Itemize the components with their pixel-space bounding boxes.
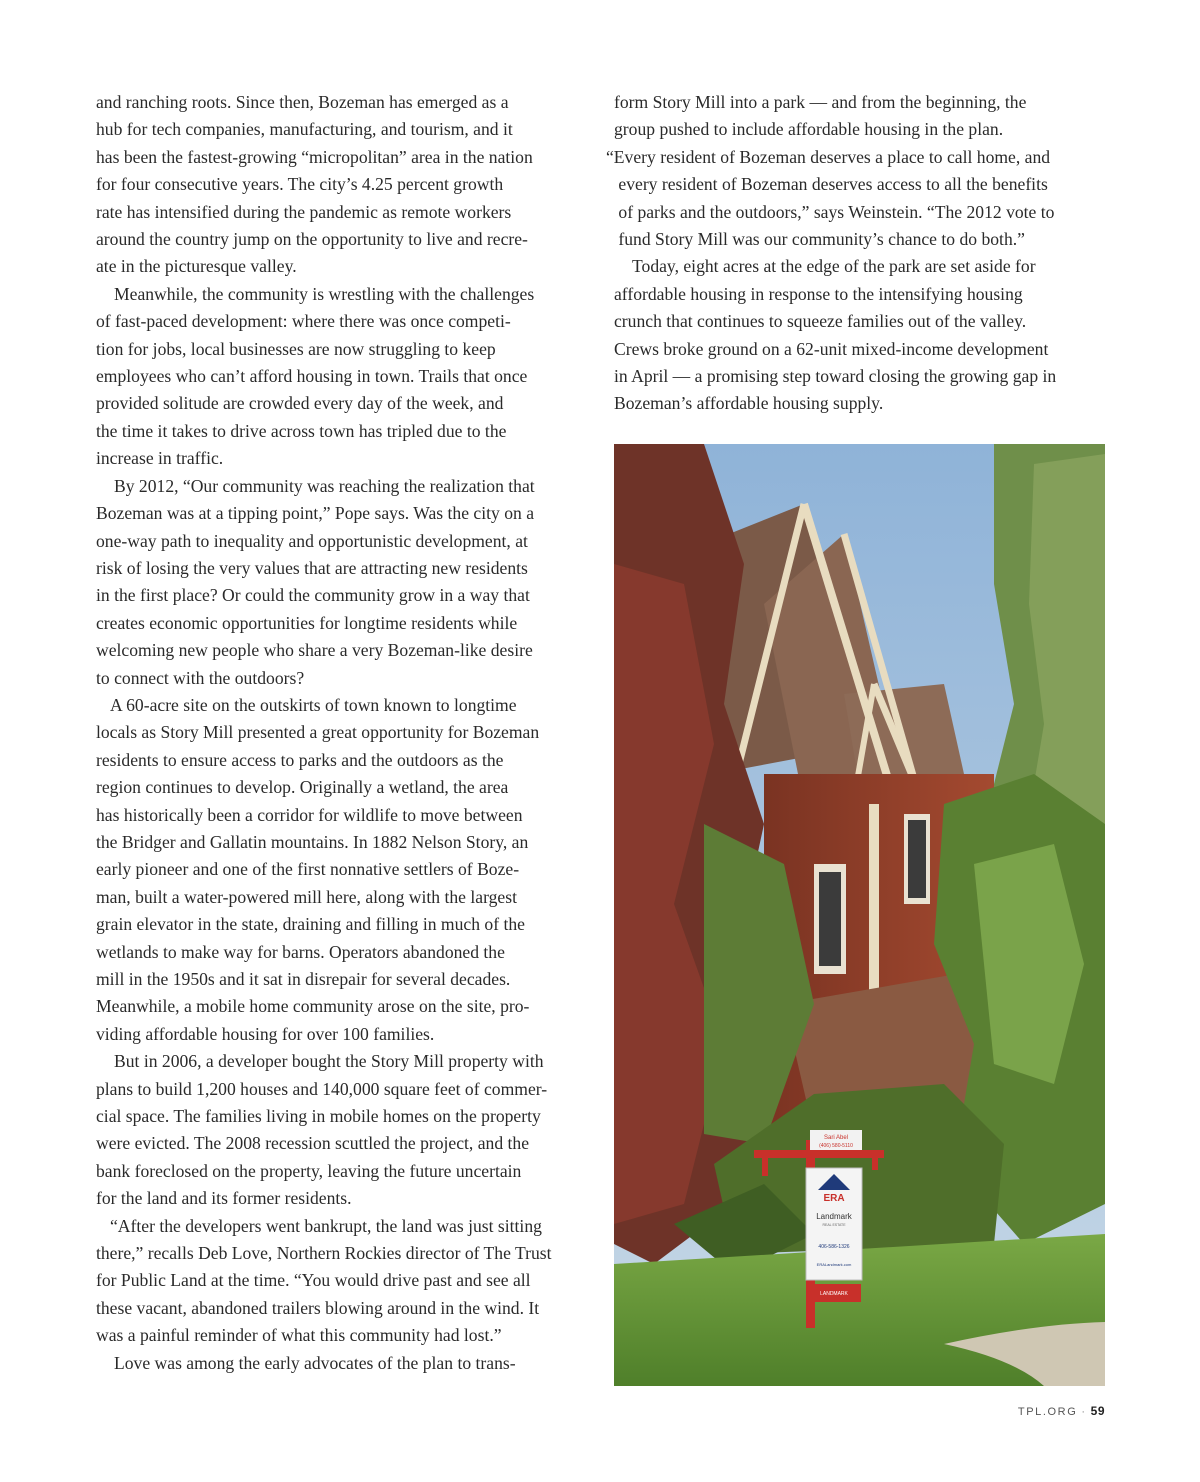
right-column [606,89,1106,418]
sign-brand-sub: Landmark [816,1212,852,1221]
text-line: there,” recalls Deb Love, Northern Rockies director of The Trust [96,1243,552,1264]
text-line: creates economic opportunities for longtime residents while [96,612,518,633]
text-line: locals as Story Mill presented a great opportunity for Bozeman [96,722,540,743]
page-number: 59 [1090,1404,1105,1418]
text-line: around the country jump on the opportunity to live and recre- [96,229,528,250]
text-line: But in 2006, a developer bought the Story Mill property with [114,1051,544,1072]
text-line: fund Story Mill was our community’s chance to do both.” [614,229,1025,250]
text-line: the time it takes to drive across town has tripled due to the [96,420,507,441]
text-line: provided solitude are crowded every day of the week, and [96,393,504,414]
paragraph [96,692,588,1048]
text-line: bank foreclosed on the property, leaving the future uncertain [96,1160,522,1181]
text-line: residents to ensure access to parks and the outdoors as the [96,749,504,770]
text-line: crunch that continues to squeeze families out of the valley. [614,311,1027,332]
text-line: risk of losing the very values that are attracting new residents [96,557,528,578]
paragraph [96,1213,588,1350]
text-line: early pioneer and one of the first nonnative settlers of Boze- [96,859,520,880]
text-line: By 2012, “Our community was reaching the realization that [114,475,535,496]
text-line: every resident of Bozeman deserves access to all the benefits [614,174,1048,195]
text-line: A 60-acre site on the outskirts of town known to longtime [110,694,517,715]
paragraph [96,1048,588,1212]
text-line: to connect with the outdoors? [96,667,305,688]
paragraph [96,1350,588,1377]
text-line: hub for tech companies, manufacturing, and tourism, and it [96,119,513,140]
text-line: Bozeman was at a tipping point,” Pope says. Was the city on a [96,503,535,524]
text-line: tion for jobs, local businesses are now struggling to keep [96,338,496,359]
text-line: welcoming new people who share a very Bozeman-like desire [96,640,533,661]
text-line: wetlands to make way for barns. Operators abandoned the [96,941,505,962]
left-column [96,89,588,1377]
text-line: in the first place? Or could the community grow in a way that [96,585,530,606]
folio-site: TPL.ORG [1017,1406,1078,1418]
text-line: and ranching roots. Since then, Bozeman has emerged as a [96,92,509,112]
text-line: were evicted. The 2008 recession scuttled the project, and the [96,1133,530,1154]
sign-rider-phone: (406) 580-5110 [819,1143,853,1149]
paragraph [606,144,1106,254]
text-line: ate in the picturesque valley. [96,256,297,277]
text-line: grain elevator in the state, draining and filling in much of the [96,914,525,935]
text-line: Crews broke ground on a 62-unit mixed-income development [614,338,1049,359]
text-line: has been the fastest-growing “micropolitan” area in the nation [96,146,533,167]
paragraph [96,281,588,473]
text-line: rate has intensified during the pandemic as remote workers [96,201,512,222]
paragraph [614,89,1106,144]
sign-website: ERALandmark.com [816,1262,852,1267]
paragraph [614,253,1106,417]
text-line: Meanwhile, the community is wrestling with the challenges [114,283,535,304]
text-line: mill in the 1950s and it sat in disrepair for several decades. [96,969,511,989]
text-line: was a painful reminder of what this community had lost.” [96,1325,502,1346]
text-line: Love was among the early advocates of the plan to trans- [114,1352,516,1373]
text-line: increase in traffic. [96,448,224,469]
house-photo [614,444,1105,1386]
sign-brand: ERA [823,1193,845,1204]
text-line: for the land and its former residents. [96,1188,352,1209]
text-line: “Every resident of Bozeman deserves a place to call home, and [606,146,1051,167]
sign-footer: LANDMARK [820,1291,848,1297]
sign-brand-tag: REAL ESTATE [822,1223,846,1227]
text-line: region continues to develop. Originally a wetland, the area [96,777,509,798]
sign-phone: 406-586-1326 [818,1244,850,1250]
text-line: employees who can’t afford housing in town. Trails that once [96,366,528,387]
text-line: Today, eight acres at the edge of the park are set aside for [632,256,1036,277]
text-line: group pushed to include affordable housing in the plan. [614,119,1004,140]
text-line: Bozeman’s affordable housing supply. [614,393,884,414]
page-folio [1018,1404,1105,1418]
paragraph [96,473,588,692]
text-line: affordable housing in response to the intensifying housing [614,283,1023,304]
text-line: has historically been a corridor for wildlife to move between [96,804,523,825]
text-line: form Story Mill into a park — and from the beginning, the [614,92,1027,112]
text-line: viding affordable housing for over 100 families. [96,1023,435,1044]
text-line: Meanwhile, a mobile home community arose on the site, pro- [96,996,530,1017]
text-line: plans to build 1,200 houses and 140,000 square feet of commer- [96,1078,548,1099]
sign-rider-name: Sari Abel [823,1135,849,1141]
text-line: the Bridger and Gallatin mountains. In 1882 Nelson Story, an [96,831,529,852]
text-line: in April — a promising step toward closing the growing gap in [614,366,1057,387]
paragraph [96,89,588,281]
folio-separator: · [1081,1406,1087,1418]
text-line: man, built a water-powered mill here, along with the largest [96,886,517,907]
text-line: for four consecutive years. The city’s 4.25 percent growth [96,174,504,195]
text-line: of fast-paced development: where there was once competi- [96,311,511,332]
text-line: one-way path to inequality and opportunistic development, at [96,530,528,551]
text-line: for Public Land at the time. “You would drive past and see all [96,1270,531,1291]
text-line: these vacant, abandoned trailers blowing around in the wind. It [96,1297,540,1318]
text-line: cial space. The families living in mobile homes on the property [96,1106,541,1127]
text-line: of parks and the outdoors,” says Weinstein. “The 2012 vote to [614,201,1055,222]
text-line: “After the developers went bankrupt, the land was just sitting [110,1215,542,1236]
